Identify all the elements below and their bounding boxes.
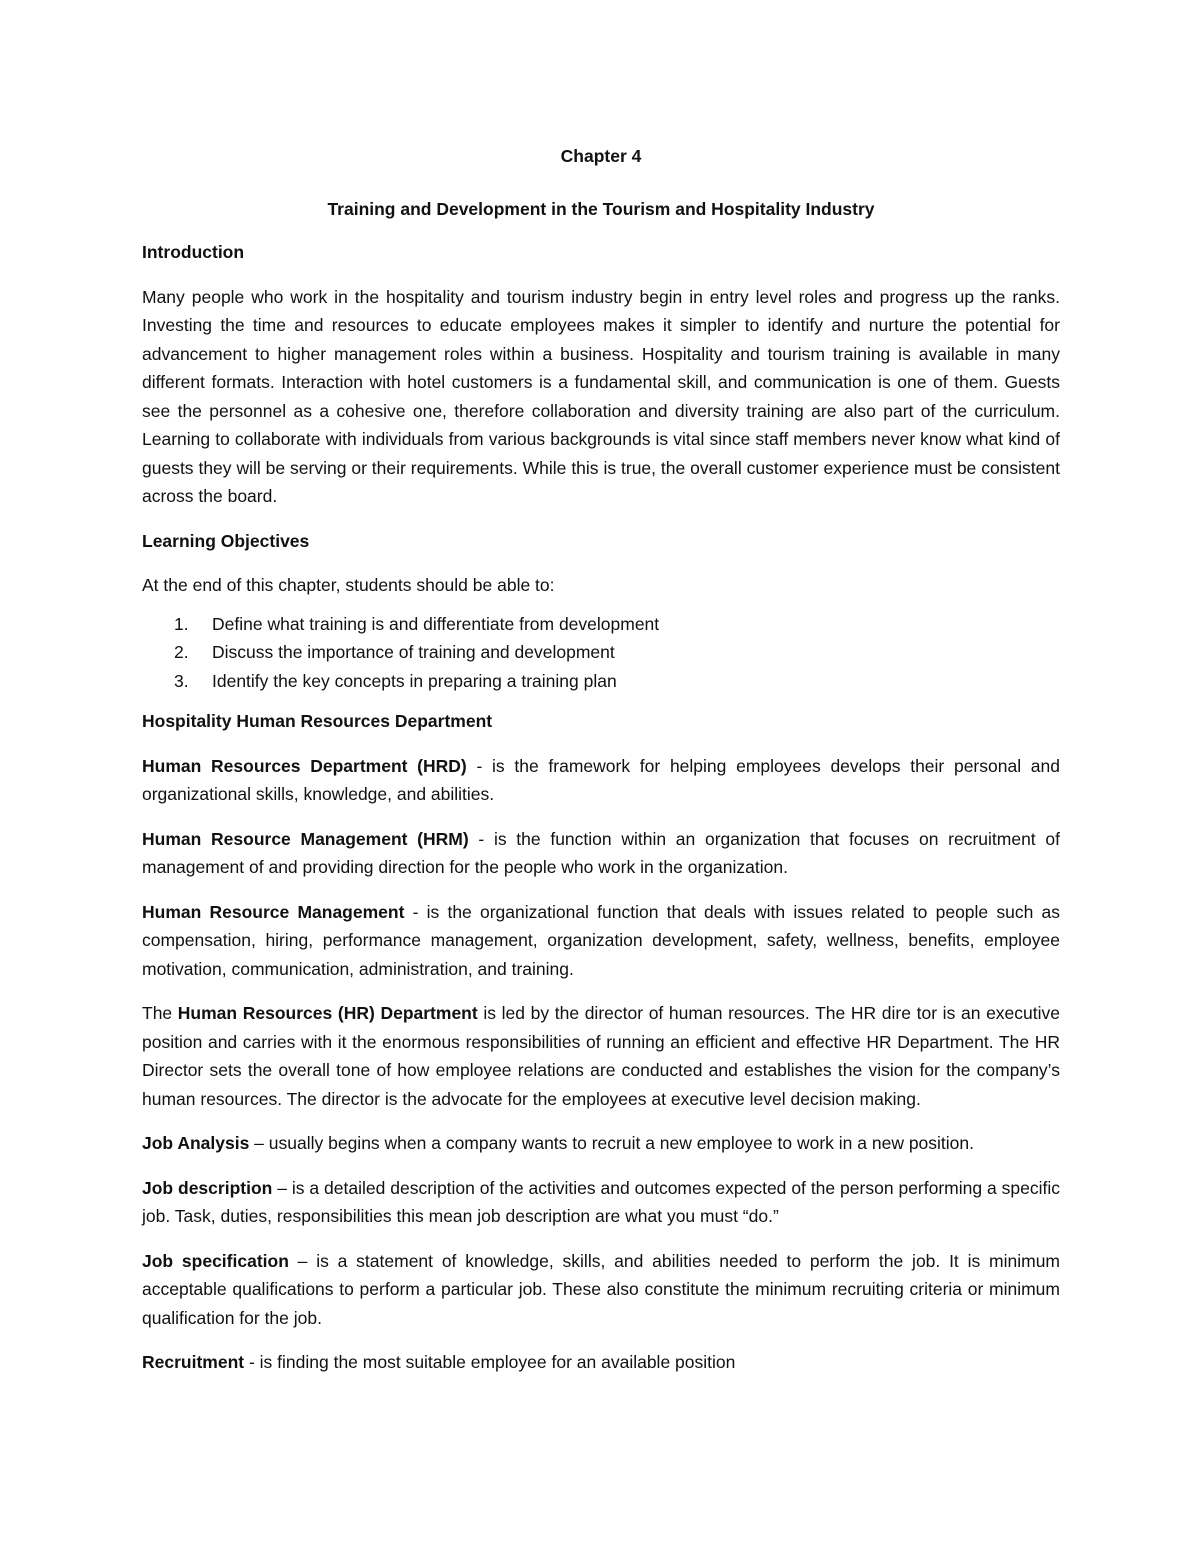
- job-specification-definition: [142, 1247, 1060, 1333]
- job-analysis-definition: [142, 1129, 1060, 1158]
- hrd-definition: [142, 752, 1060, 809]
- hrm-definition: [142, 825, 1060, 882]
- objectives-heading: Learning Objectives: [142, 530, 310, 551]
- job-analysis-text: – usually begins when a company wants to recruit a new employee to work in a new position.: [249, 1133, 975, 1153]
- intro-heading: Introduction: [142, 242, 245, 262]
- chapter-label: Chapter 4: [560, 146, 642, 166]
- recruitment-term: Recruitment: [142, 1352, 245, 1372]
- hr-department-paragraph: [142, 999, 1060, 1113]
- document-page: [142, 142, 1060, 1393]
- hr-heading: Hospitality Human Resources Department: [142, 711, 493, 731]
- list-number: 2.: [174, 642, 189, 662]
- hrm2-term: Human Resource Management: [142, 901, 405, 922]
- hr-dept-text: is led by the director of human resources. The HR dire tor is an executive position and carries with it the enormous responsibilities of running an efficient and effective HR Department. The HR Director sets the overall tone of how employee relations are conducted and establishes the vision for the company’s human resources. The director is the advocate for the employees at executive level decision making.: [142, 1003, 1060, 1109]
- list-item: [142, 638, 1060, 667]
- objectives-list: [142, 610, 1060, 696]
- list-text: Define what training is and differentiate from development: [212, 613, 660, 634]
- hrd-term: Human Resources Department (HRD): [142, 755, 467, 776]
- job-specification-text: – is a statement of knowledge, skills, and abilities needed to perform the job. It is minimum acceptable qualifications to perform a particular job. These also constitute the minimum recruiting criteria or minimum qualification for the job.: [142, 1250, 1060, 1328]
- intro-paragraph: Many people who work in the hospitality and tourism industry begin in entry level roles and progress up the ranks. Investing the time and resources to educate employees makes it simpler to identify and nurture the potential for advancement to higher management roles within a business. Hospitality and tourism training is available in many different formats. Interaction with hotel customers is a fundamental skill, and communication is one of them. Guests see the personnel as a cohesive one, therefore collaboration and diversity training are also part of the curriculum. Learning to collaborate with individuals from various backgrounds is vital since staff members never know what kind of guests they will be serving or their requirements. While this is true, the overall customer experience must be consistent across the board.: [142, 286, 1060, 506]
- list-text: Identify the key concepts in preparing a training plan: [212, 670, 617, 691]
- hrm-term: Human Resource Management (HRM): [142, 828, 469, 849]
- objectives-lead: At the end of this chapter, students should be able to:: [142, 575, 555, 595]
- job-analysis-term: Job Analysis: [142, 1133, 250, 1153]
- hr-dept-term: Human Resources (HR) Department: [177, 1003, 478, 1023]
- recruitment-definition: [142, 1348, 1060, 1377]
- hr-dept-prefix: The: [142, 1003, 178, 1023]
- list-number: 1.: [174, 613, 189, 634]
- list-text: Discuss the importance of training and development: [212, 642, 615, 662]
- list-item: [142, 667, 1060, 696]
- hrm2-definition: [142, 898, 1060, 984]
- job-description-term: Job description: [142, 1177, 273, 1198]
- job-description-definition: [142, 1174, 1060, 1231]
- job-description-text: – is a detailed description of the activities and outcomes expected of the person performing a specific job. Task, duties, responsibilities this mean job description are what you must “do.”: [142, 1177, 1060, 1226]
- chapter-title: Training and Development in the Tourism and Hospitality Industry: [327, 198, 875, 219]
- job-specification-term: Job specification: [142, 1250, 289, 1271]
- list-item: [142, 610, 1060, 639]
- hrm-text: - is the function within an organization that focuses on recruitment of management of and providing direction for the people who work in the organization.: [142, 828, 1060, 877]
- hrm2-text: - is the organizational function that deals with issues related to people such as compensation, hiring, performance management, organization development, safety, wellness, benefits, employee motivation, communication, administration, and training.: [142, 901, 1060, 979]
- hrd-text: - is the framework for helping employees develops their personal and organizational skills, knowledge, and abilities.: [142, 755, 1061, 804]
- recruitment-text: - is finding the most suitable employee for an available position: [244, 1352, 736, 1372]
- list-number: 3.: [174, 670, 189, 691]
